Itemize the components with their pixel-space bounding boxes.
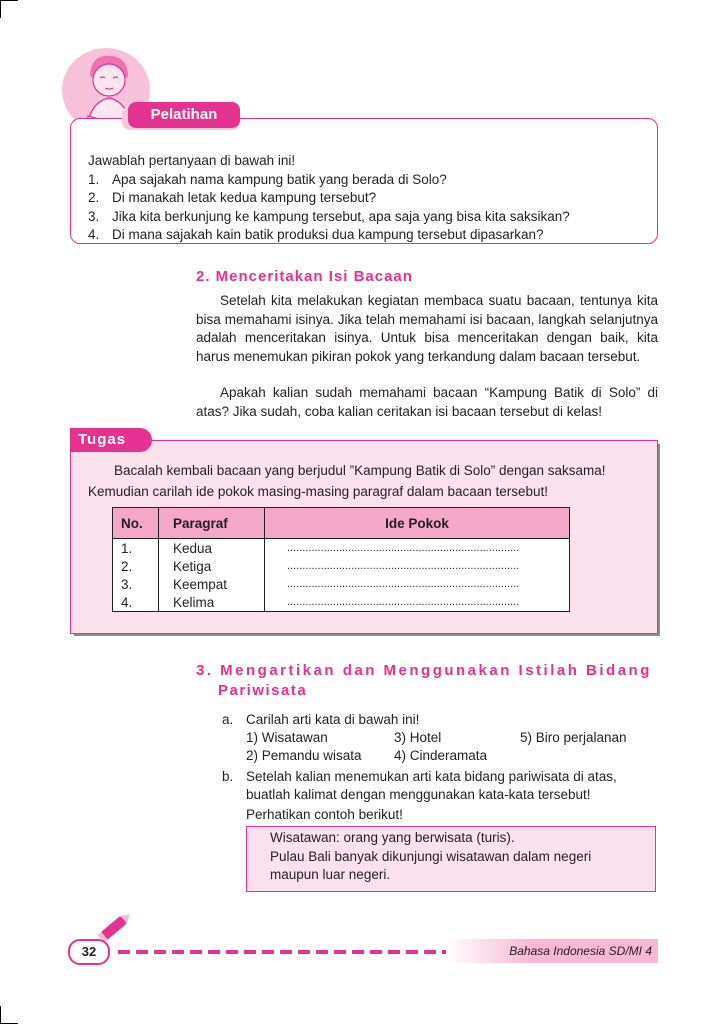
word-3: 3) Hotel (394, 730, 442, 745)
table-row (113, 539, 570, 558)
row-no: 2. (113, 557, 159, 575)
section-3-heading-line-2: Pariwisata (218, 682, 308, 699)
header-no: No. (113, 508, 159, 539)
item-b-text-line-1: Setelah kalian menemukan arti kata bidang pariwisata di atas, (246, 769, 617, 784)
row-ide-blank: ............................................................................ (265, 575, 570, 593)
question-text: Di manakah letak kedua kampung tersebut? (112, 190, 377, 205)
word-4: 4) Cinderamata (394, 748, 488, 763)
word-2: 2) Pemandu wisata (246, 748, 362, 763)
header-paragraf: Paragraf (159, 508, 265, 539)
item-a-label: a. (222, 712, 234, 727)
row-ide-blank: ............................................................................ (265, 539, 570, 558)
section-2-paragraph-1: Setelah kita melakukan kegiatan membaca suatu bacaan, tentunya kita bisa memahami isinya. Jika telah memahami isi bacaan, langkah selanjutnya adalah menceritakan isinya. Untuk bisa menceritakan dengan baik, kita harus menemukan pikiran pokok yang terkandung dalam bacaan tersebut. (196, 293, 658, 364)
item-b-text-line-2: buatlah kalimat dengan menggunakan kata-kata tersebut! (246, 787, 591, 802)
question-number: 2. (88, 190, 100, 205)
footer-dashed-line (118, 950, 448, 954)
tugas-instruction-2: Kemudian carilah ide pokok masing-masing paragraf dalam bacaan tersebut! (88, 484, 549, 499)
row-no: 4. (113, 593, 159, 612)
question-number: 3. (88, 208, 100, 224)
row-no: 3. (113, 575, 159, 593)
row-paragraf: Kelima (159, 593, 265, 612)
crop-mark (0, 0, 18, 1)
row-no: 1. (113, 539, 159, 558)
example-line-3: maupun luar negeri. (270, 867, 391, 882)
question-item (88, 189, 648, 208)
question-number: 4. (88, 227, 100, 242)
item-b-label: b. (222, 769, 234, 784)
question-item (88, 171, 648, 190)
row-paragraf: Ketiga (159, 557, 265, 575)
question-text: Apa sajakah nama kampung batik yang berada di Solo? (112, 171, 447, 187)
section-2-paragraph-2: Apakah kalian sudah memahami bacaan “Kampung Batik di Solo” di atas? Jika sudah, coba kalian ceritakan isi bacaan tersebut di kelas! (196, 385, 658, 419)
example-line-2: Pulau Bali banyak dikunjungi wisatawan dalam negeri (270, 848, 592, 864)
table-row (113, 557, 570, 575)
table-header-row (113, 508, 570, 539)
row-ide-blank: ............................................................................ (265, 593, 570, 612)
pelatihan-intro: Jawablah pertanyaan di bawah ini! (88, 153, 296, 168)
tugas-label: Tugas (70, 428, 152, 452)
table-row (113, 575, 570, 593)
question-item (88, 208, 648, 227)
row-ide-blank: ............................................................................ (265, 557, 570, 575)
item-a-text: Carilah arti kata di bawah ini! (246, 712, 420, 727)
question-text: Jika kita berkunjung ke kampung tersebut, apa saja yang bisa kita saksikan? (112, 208, 570, 224)
example-text (270, 829, 650, 885)
word-1: 1) Wisatawan (246, 730, 328, 745)
table-row (113, 593, 570, 612)
header-ide-pokok: Ide Pokok (265, 508, 570, 539)
section-2-heading: 2. Menceritakan Isi Bacaan (196, 268, 413, 285)
crop-mark (0, 0, 1, 18)
word-5: 5) Biro perjalanan (520, 730, 627, 745)
tugas-instruction-1: Bacalah kembali bacaan yang berjudul ”Kampung Batik di Solo” dengan saksama! (114, 463, 606, 478)
question-number: 1. (88, 171, 100, 187)
row-paragraf: Keempat (159, 575, 265, 593)
footer-book-title: Bahasa Indonesia SD/MI 4 (509, 944, 652, 958)
question-item (88, 226, 648, 245)
pelatihan-label: Pelatihan (128, 102, 240, 128)
pelatihan-questions (88, 152, 648, 245)
ide-pokok-table (112, 507, 570, 612)
question-text: Di mana sajakah kain batik produksi dua kampung tersebut dipasarkan? (112, 227, 544, 242)
section-3-heading-line-1: 3. Mengartikan dan Menggunakan Istilah Bidang (196, 662, 652, 679)
crop-mark (0, 1006, 1, 1024)
row-paragraf: Kedua (159, 539, 265, 558)
page-number: 32 (68, 939, 110, 965)
tugas-instructions (88, 460, 648, 502)
contoh-intro: Perhatikan contoh berikut! (246, 807, 403, 822)
example-line-1: Wisatawan: orang yang berwisata (turis). (270, 830, 515, 845)
